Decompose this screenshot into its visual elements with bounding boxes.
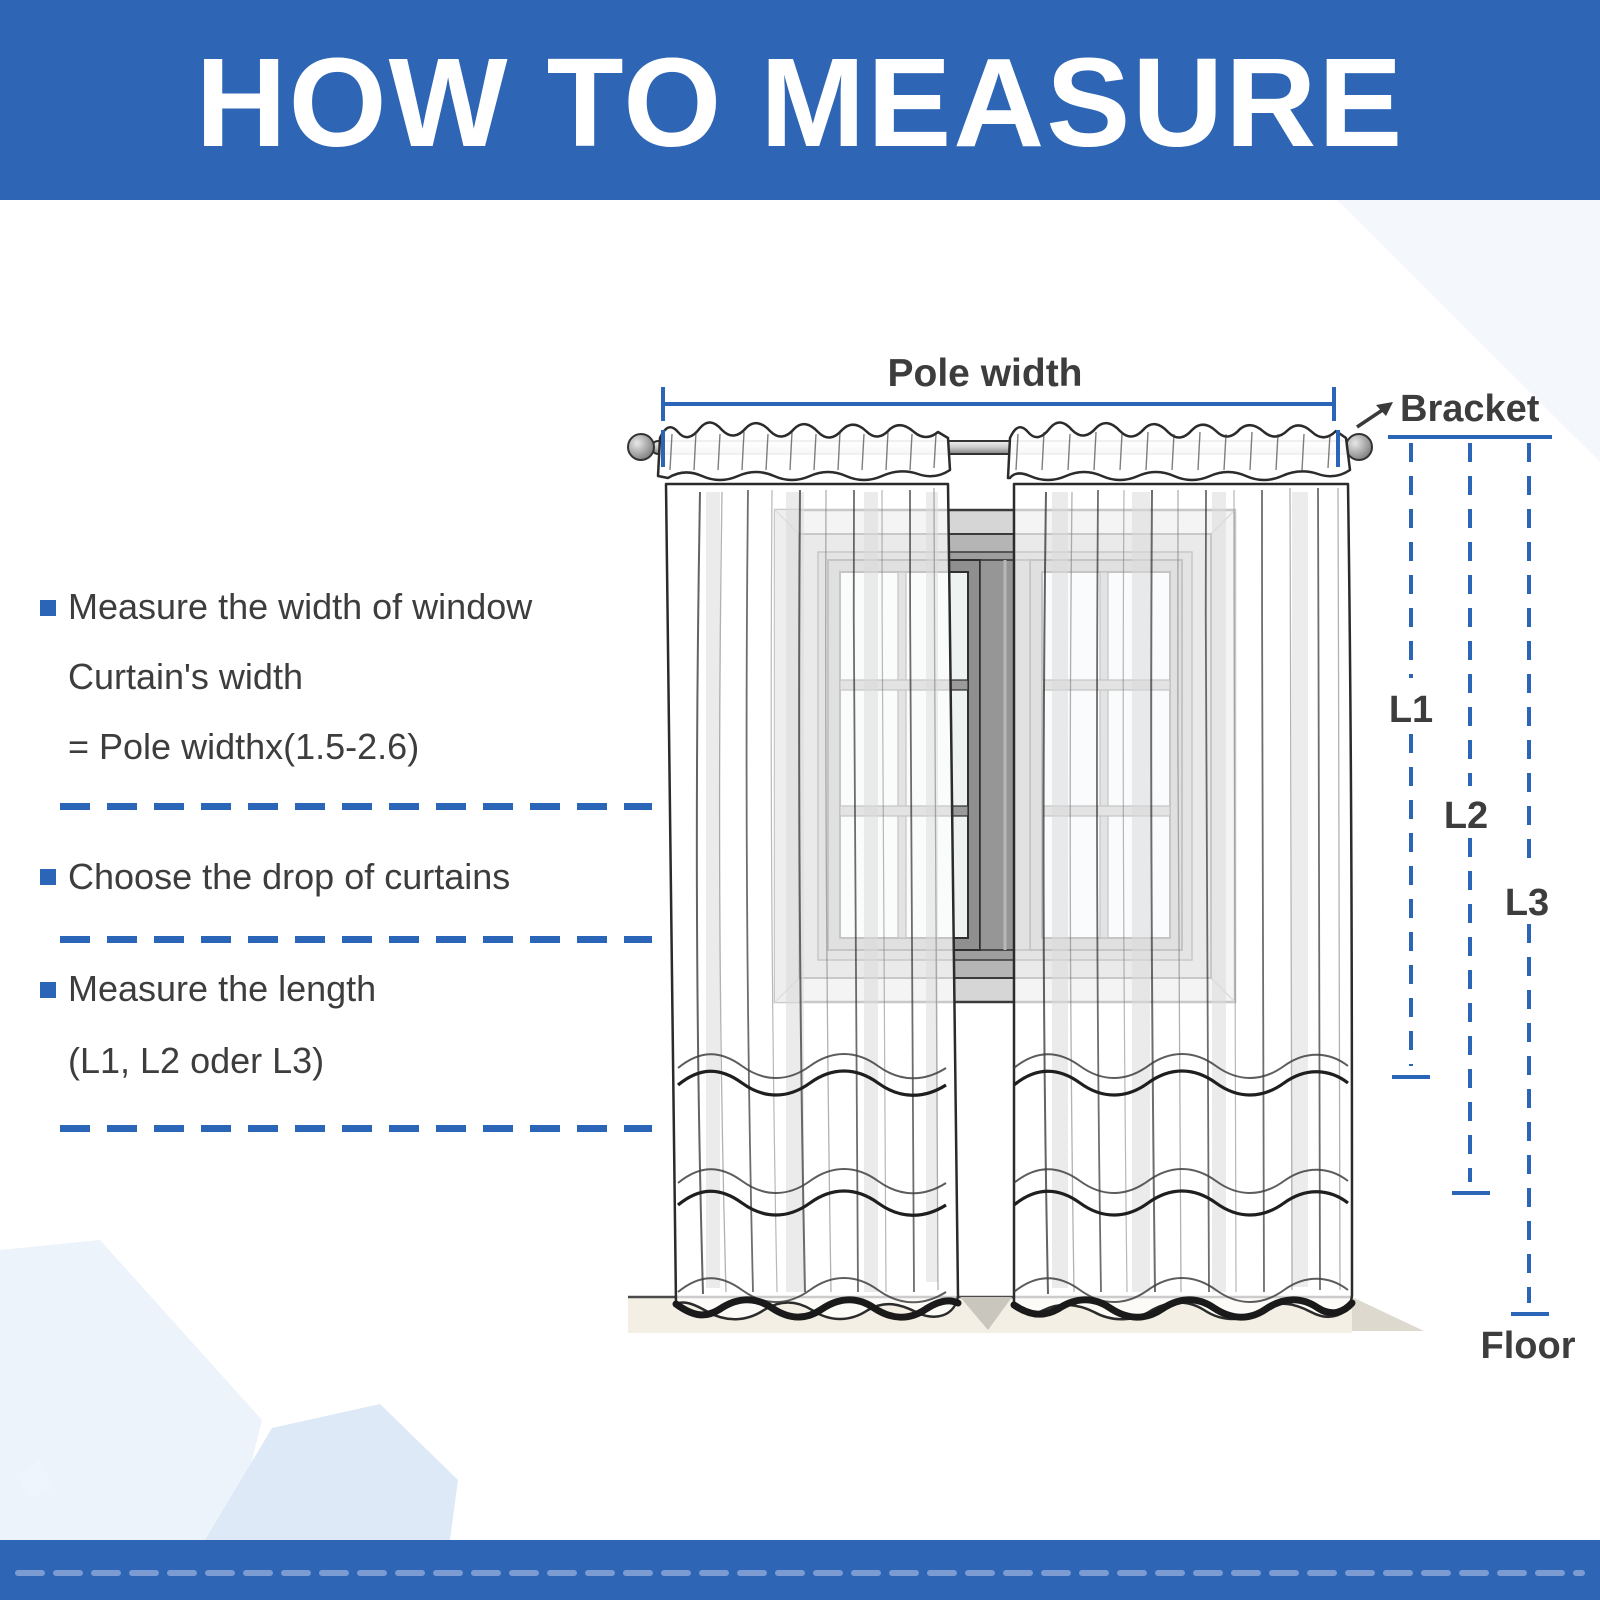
curtain-panel-left (658, 422, 958, 1319)
length-label-l3: L3 (1504, 882, 1550, 924)
page-footer (0, 1540, 1600, 1600)
rod-finial-left (628, 434, 654, 460)
curtain-header-right (1008, 422, 1350, 480)
bracket-arrow-icon (1357, 409, 1384, 427)
instruction-text: Choose the drop of curtains (68, 856, 511, 897)
rod-finial-right (1346, 434, 1372, 460)
instruction-text: Curtain's width (68, 656, 303, 697)
instruction-text: Measure the width of window (68, 586, 533, 627)
curtain-panel-right (1008, 422, 1352, 1319)
length-label-l1: L1 (1388, 689, 1434, 731)
length-measurements (1388, 437, 1576, 1367)
instruction-text: (L1, L2 oder L3) (68, 1040, 325, 1081)
pole-width-label: Pole width (887, 352, 1083, 395)
bracket-annotation (1357, 388, 1540, 430)
page-title: HOW TO MEASURE (195, 32, 1405, 173)
instruction-text: Measure the length (68, 968, 377, 1009)
curtain-header-left (658, 422, 950, 480)
instruction-text: = Pole widthx(1.5-2.6) (68, 726, 420, 767)
length-label-l2: L2 (1443, 795, 1489, 837)
floor-label: Floor (1480, 1325, 1576, 1367)
bracket-label: Bracket (1400, 388, 1540, 430)
footer-dashed-line (0, 1540, 1600, 1600)
